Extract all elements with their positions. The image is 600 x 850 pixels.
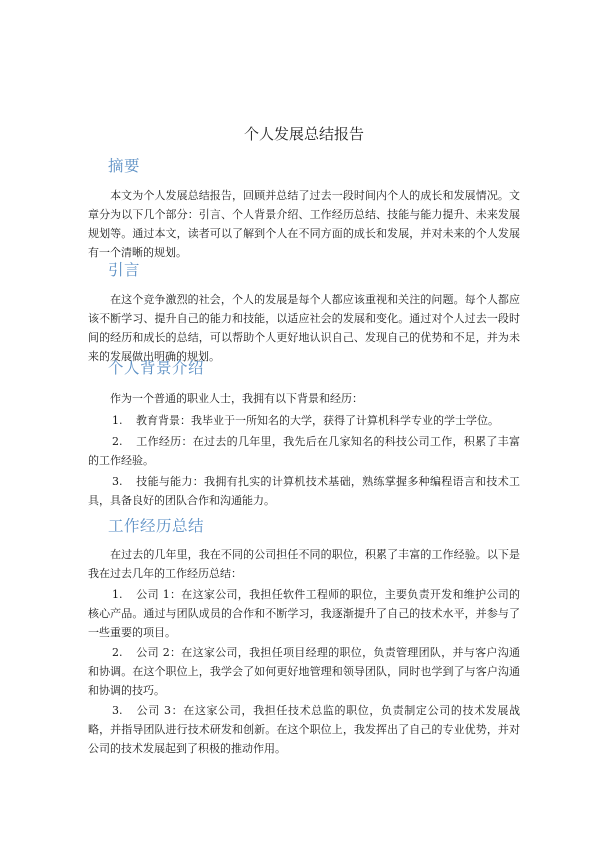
background-list xyxy=(88,411,520,510)
paragraph-abstract xyxy=(88,186,520,262)
list-item-text: 教育背景：我毕业于一所知名的大学，获得了计算机科学专业的学士学位。 xyxy=(136,414,499,427)
heading-work: 工作经历总结 xyxy=(108,517,205,535)
list-item-number: 1. xyxy=(112,414,123,427)
paragraph-intro xyxy=(88,290,520,366)
heading-abstract: 摘要 xyxy=(108,157,141,175)
paragraph-background-intro-text: 作为一个普通的职业人士，我拥有以下背景和经历： xyxy=(110,392,363,405)
list-item xyxy=(88,585,520,642)
list-item-number: 2. xyxy=(112,435,123,448)
paragraph-work-intro-text: 在过去的几年里，我在不同的公司担任不同的职位，积累了丰富的工作经验。以下是我在过去几年的工作经历总结： xyxy=(88,548,520,580)
list-item xyxy=(88,472,520,510)
list-item-number: 3. xyxy=(112,475,123,488)
document-title: 个人发展总结报告 xyxy=(243,125,364,143)
work-list xyxy=(88,585,520,758)
list-item xyxy=(88,411,520,430)
heading-background: 个人背景介绍 xyxy=(108,359,205,377)
paragraph-intro-text: 在这个竞争激烈的社会，个人的发展是每个人都应该重视和关注的问题。每个人都应该不断学习、提升自己的能力和技能，以适应社会的发展和变化。通过对个人过去一段时间的经历和成长的总结，可以帮助个人更好地认识自己、发现自己的优势和不足，并为未来的发展做出明确的规划。 xyxy=(88,293,520,363)
list-item-text: 技能与能力：我拥有扎实的计算机技术基础，熟练掌握多种编程语言和技术工具，具备良好的团队合作和沟通能力。 xyxy=(88,475,520,507)
list-item xyxy=(88,701,520,758)
list-item-text: 公司 2：在这家公司，我担任项目经理的职位，负责管理团队，并与客户沟通和协调。在这个职位上，我学会了如何更好地管理和领导团队，同时也学到了与客户沟通和协调的技巧。 xyxy=(88,646,520,697)
list-item-text: 公司 3：在这家公司，我担任技术总监的职位，负责制定公司的技术发展战略，并指导团队进行技术研发和创新。在这个职位上，我发挥出了自己的专业优势，并对公司的技术发展起到了积极的推动作用。 xyxy=(88,704,520,755)
list-item-text: 工作经历：在过去的几年里，我先后在几家知名的科技公司工作，积累了丰富的工作经验。 xyxy=(88,435,520,467)
list-item-text: 公司 1：在这家公司，我担任软件工程师的职位，主要负责开发和维护公司的核心产品。通过与团队成员的合作和不断学习，我逐渐提升了自己的技术水平，并参与了一些重要的项目。 xyxy=(88,588,520,639)
paragraph-work-intro xyxy=(88,545,520,583)
list-item xyxy=(88,432,520,470)
paragraph-abstract-text: 本文为个人发展总结报告，回顾并总结了过去一段时间内个人的成长和发展情况。文章分为以下几个部分：引言、个人背景介绍、工作经历总结、技能与能力提升、未来发展规划等。通过本文，读者可以了解到个人在不同方面的成长和发展，并对未来的个人发展有一个清晰的规划。 xyxy=(88,189,520,259)
list-item-number: 3. xyxy=(112,704,123,717)
list-item-number: 1. xyxy=(112,588,123,601)
list-item-number: 2. xyxy=(112,646,123,659)
heading-intro: 引言 xyxy=(108,261,141,279)
list-item xyxy=(88,643,520,700)
paragraph-background-intro xyxy=(88,389,520,408)
